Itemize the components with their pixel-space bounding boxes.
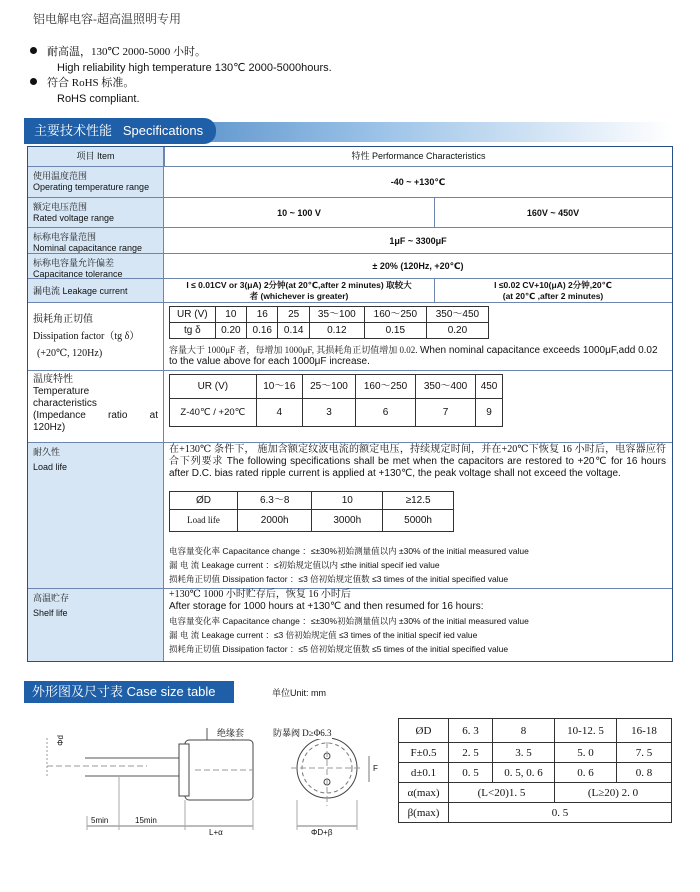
- load-life-leak: 漏 电 流 Leakage current ：≤初始规定值以内 ≤the initial specif ied value: [169, 560, 440, 570]
- tolerance-value: ± 20% (120Hz, +20℃): [164, 254, 672, 279]
- shelf-life-diss: 损耗角正切值 Dissipation factor ：≤5 倍初始规定值数 ≤5 times of the initial specified value: [169, 644, 509, 654]
- case-size-table: [398, 718, 672, 823]
- dissipation-head-cell: 10: [215, 307, 246, 323]
- temp-char-cell: 3: [302, 399, 355, 427]
- leakage-values: [164, 279, 672, 303]
- sleeve-label: 绝缘套: [217, 728, 245, 738]
- case-table-cell: 0. 5, 0. 6: [493, 763, 555, 783]
- spec-table: [27, 146, 673, 662]
- dissipation-cell: tg δ: [170, 323, 216, 339]
- shelf-life-label: 高温贮存 Shelf life: [28, 589, 164, 661]
- feature-2-cn: 符合 RoHS 标准。: [30, 77, 134, 90]
- shelf-life-values: [164, 589, 672, 661]
- case-table-cell: 2. 5: [449, 743, 493, 763]
- rated-voltage-label: 额定电压范围 Rated voltage range: [28, 198, 164, 228]
- temp-char-cell: 6: [356, 399, 416, 427]
- case-table-cell: (L≥20) 2. 0: [555, 783, 672, 803]
- case-table-cell: 7. 5: [617, 743, 672, 763]
- page-title: 铝电解电容-超高温照明专用: [33, 12, 181, 26]
- feature-1-en: High reliability high temperature 130℃ 2000-5000hours.: [57, 62, 332, 74]
- shelf-life-cap-change: 电容量变化率 Capacitance change ：≤±30%初始测量值以内 ±30% of the initial measured value: [169, 616, 529, 626]
- case-table-cell: d±0.1: [399, 763, 449, 783]
- temp-char-head-cell: 350～400: [416, 375, 476, 399]
- temp-char-head-cell: UR (V): [170, 375, 257, 399]
- load-life-diss: 损耗角正切值 Dissipation factor ：≤3 倍初始规定值数 ≤3 times of the initial specified value: [169, 574, 509, 584]
- capacitance-label: 标称电容量范围 Nominal capacitance range: [28, 228, 164, 254]
- rated-voltage-low: 10 ~ 100 V: [277, 208, 321, 218]
- case-table-cell: 8: [493, 719, 555, 743]
- temp-char-label: 温度特性 Temperature characteristics (Impedance ratio at 120Hz): [28, 371, 164, 443]
- leakage-low: I ≤ 0.01CV or 3(μA) 2分钟(at 20℃,after 2 minutes) 取较大 者 (whichever is greater): [186, 280, 412, 301]
- feature-1-cn: 耐高温，130℃ 2000-5000 小时。: [30, 46, 206, 59]
- case-section-title: 外形图及尺寸表 Case size table: [24, 681, 234, 703]
- case-table-cell: 0. 5: [449, 763, 493, 783]
- dissipation-cell: 0.20: [426, 323, 488, 339]
- case-table-cell: 0. 8: [617, 763, 672, 783]
- load-life-cap-change: 电容量变化率 Capacitance change ：≤±30%初始测量值以内 ±30% of the initial measured value: [169, 546, 529, 556]
- temp-char-cell: 9: [476, 399, 503, 427]
- temp-char-table: [169, 374, 503, 427]
- temp-char-cell: 4: [256, 399, 302, 427]
- case-table-cell: 0. 5: [449, 803, 672, 823]
- vent-label: 防暴阀 D≥Φ6.3: [273, 728, 332, 738]
- case-table-cell: 6. 3: [449, 719, 493, 743]
- dissipation-head-cell: 350～450: [426, 307, 488, 323]
- shelf-life-text: +130℃ 1000 小时贮存后，恢复 16 小时后 After storage for 1000 hours at +130℃ and then resumed for 16 hours:: [169, 589, 484, 612]
- case-table-cell: (L<20)1. 5: [449, 783, 555, 803]
- load-life-row-label: Load life: [170, 510, 238, 532]
- temp-char-head-cell: 450: [476, 375, 503, 399]
- case-table-cell: α(max): [399, 783, 449, 803]
- dissipation-note: 容量大于 1000μF 者，每增加 1000μF, 其损耗角正切值增加 0.02. When nominal capacitance exceeds 1000μF,add 0.02 to the value above for each 1000μF increase.: [169, 345, 658, 367]
- case-table-cell: 16-18: [617, 719, 672, 743]
- leakage-label: 漏电流 Leakage current: [28, 279, 164, 303]
- rated-voltage-high: 160V ~ 450V: [526, 208, 580, 218]
- dissipation-head-cell: UR (V): [170, 307, 216, 323]
- load-life-cell: 2000h: [238, 510, 312, 532]
- case-table-cell: 5. 0: [555, 743, 617, 763]
- load-life-head-cell: 6.3～8: [238, 492, 312, 510]
- load-life-head-cell: 10: [312, 492, 383, 510]
- diameter-label: ΦD+β: [311, 828, 333, 837]
- dissipation-cell: 0.16: [247, 323, 278, 339]
- temp-char-cell: 7: [416, 399, 476, 427]
- rated-voltage-values: [164, 198, 672, 228]
- load-life-cell: 5000h: [383, 510, 454, 532]
- spec-header-perf: 特性 Performance Characteristics: [164, 147, 672, 167]
- load-life-head-cell: ØD: [170, 492, 238, 510]
- temp-char-head-cell: 25～100: [302, 375, 355, 399]
- lead-diameter-label: Φd: [55, 735, 65, 746]
- five-min-label: 5min: [91, 816, 109, 825]
- case-table-cell: 10-12. 5: [555, 719, 617, 743]
- capacitor-drawing: [27, 718, 387, 844]
- load-life-cell: 3000h: [312, 510, 383, 532]
- bullet-icon: [30, 47, 37, 54]
- tolerance-label: 标称电容量允许偏差 Capacitance tolerance: [28, 254, 164, 279]
- load-life-label: 耐久性 Load life: [28, 443, 164, 589]
- bullet-icon: [30, 78, 37, 85]
- case-table-cell: β(max): [399, 803, 449, 823]
- dissipation-table: [169, 306, 489, 339]
- dissipation-cell: 0.20: [215, 323, 246, 339]
- capacitor-drawing-svg: [27, 718, 387, 844]
- dissipation-cell: 0.15: [364, 323, 426, 339]
- load-life-table: [169, 491, 454, 532]
- dissipation-cell: 0.14: [278, 323, 309, 339]
- dissipation-label: 损耗角正切值 Dissipation factor（tg δ） (+20℃, 120Hz): [28, 303, 164, 371]
- case-table-cell: 0. 6: [555, 763, 617, 783]
- feature-2-en: RoHS compliant.: [57, 93, 140, 105]
- spec-section-title: 主要技术性能 Specifications: [24, 118, 216, 144]
- temp-char-row-label: Z-40℃ / +20℃: [170, 399, 257, 427]
- spec-section-band: [24, 122, 672, 142]
- fifteen-min-label: 15min: [135, 816, 157, 825]
- dissipation-values: [164, 303, 672, 371]
- dissipation-head-cell: 160～250: [364, 307, 426, 323]
- dissipation-head-cell: 25: [278, 307, 309, 323]
- case-table-cell: ØD: [399, 719, 449, 743]
- op-temp-label: 使用温度范围 Operating temperature range: [28, 167, 164, 198]
- dissipation-head-cell: 16: [247, 307, 278, 323]
- load-life-text: 在+130℃ 条件下， 施加含额定纹波电流的额定电压，持续规定时间，并在+20℃下恢复 16 小时后，电容器应符合下列要求 The following specifications shall be met when the capacitors are restored to +20℃ for 16 hours after D.C. bias rated ripple current is applied at +130℃, the peak voltage shall not exceed the voltage.: [169, 444, 667, 479]
- temp-char-head-cell: 160～250: [356, 375, 416, 399]
- case-table-cell: F±0.5: [399, 743, 449, 763]
- temp-char-head-cell: 10～16: [256, 375, 302, 399]
- op-temp-value: -40 ~ +130℃: [164, 167, 672, 198]
- temp-char-values: [164, 371, 672, 443]
- spec-header-item: 项目 Item: [28, 147, 164, 167]
- dissipation-head-cell: 35～100: [309, 307, 364, 323]
- pitch-label: F: [373, 764, 378, 773]
- shelf-life-leak: 漏 电 流 Leakage current ：≤3 倍初始规定值 ≤3 times of the initial specif ied value: [169, 630, 478, 640]
- capacitance-value: 1μF ~ 3300μF: [164, 228, 672, 254]
- leakage-high: I ≤0.02 CV+10(μA) 2分钟,20℃ (at 20℃ ,after 2 minutes): [494, 280, 612, 301]
- unit-label: 单位Unit: mm: [272, 688, 327, 698]
- dissipation-cell: 0.12: [309, 323, 364, 339]
- length-label: L+α: [209, 828, 223, 837]
- load-life-values: [164, 443, 672, 589]
- case-table-cell: 3. 5: [493, 743, 555, 763]
- load-life-head-cell: ≥12.5: [383, 492, 454, 510]
